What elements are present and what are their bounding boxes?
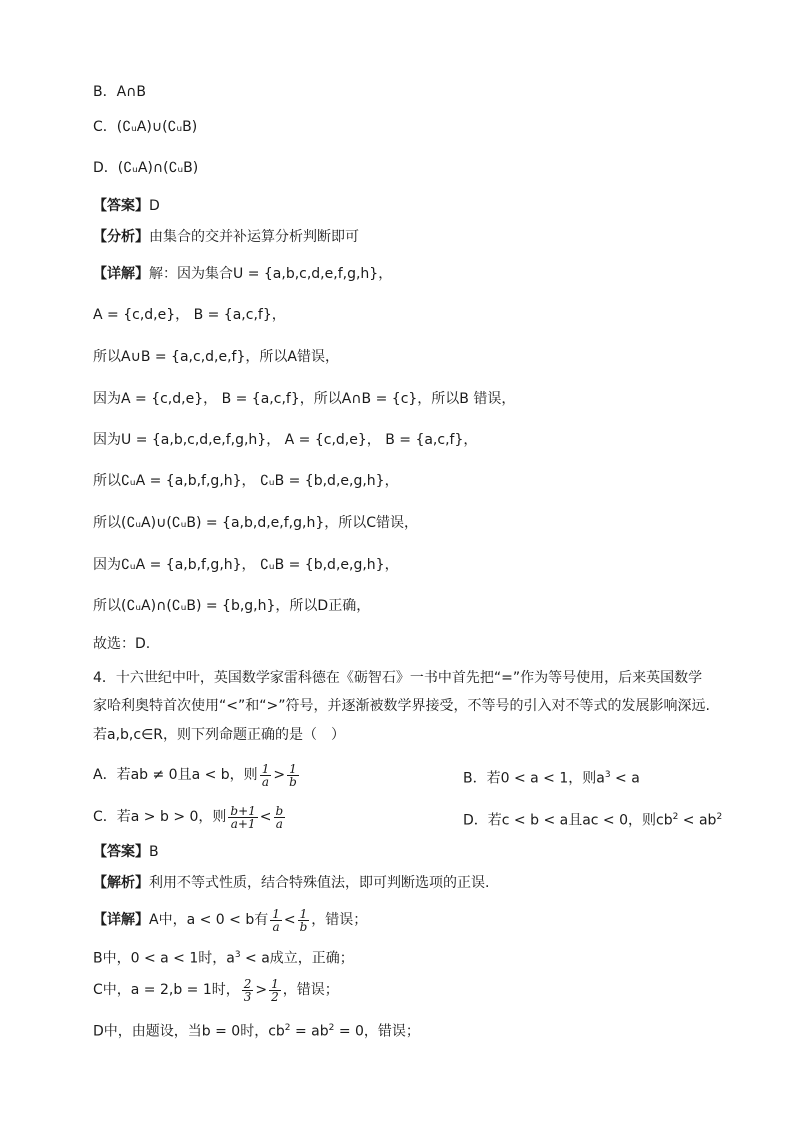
detail-tag: 【详解】 (93, 912, 149, 928)
fraction-numerator: 1 (261, 761, 270, 776)
fraction-denominator: 3 (243, 989, 252, 1004)
analysis-text: 由集合的交并补运算分析判断即可 (149, 229, 359, 245)
answer-tag: 【答案】 (93, 844, 149, 860)
relation: > (273, 767, 286, 783)
detail-4-line-a (93, 905, 367, 935)
detail-text: 解：因为集合U = {a,b,c,d,e,f,g,h}， (149, 266, 393, 282)
exponent: 2 (672, 812, 679, 822)
detail-3-conclusion: 故选：D. (93, 636, 151, 652)
detail-4-line-b (93, 945, 354, 969)
detail-tag: 【详解】 (93, 266, 149, 282)
detail-3-line-6: 所以∁ᵤA = {a,b,f,g,h}， ∁ᵤB = {b,d,e,g,h}， (93, 473, 399, 489)
option-b-prev: B．A∩B (93, 84, 147, 100)
fraction (228, 805, 257, 830)
analysis-tag: 【分析】 (93, 229, 149, 245)
question-4-options-row-1 (93, 760, 640, 790)
option-d-text-mid: < ab (678, 812, 717, 829)
detail-3-line-2: A = {c,d,e}， B = {a,c,f}， (93, 307, 286, 323)
fraction-denominator: b (299, 919, 308, 934)
fraction-denominator: b (289, 774, 297, 789)
question-4-line-3: 若a,b,c∈R，则下列命题正确的是（ ） (93, 727, 345, 743)
fraction (270, 908, 282, 933)
option-d-prev: D．(∁ᵤA)∩(∁ᵤB) (93, 160, 199, 176)
answer-value: B (149, 844, 159, 860)
option-b-text-end: < a (610, 770, 640, 787)
exponent: 2 (328, 1023, 335, 1033)
fraction-numerator: 1 (298, 908, 310, 921)
relation: < (283, 912, 296, 928)
detail-text-end: < a成立，正确； (240, 950, 354, 967)
fraction (298, 908, 310, 933)
fraction-numerator: 1 (272, 906, 280, 921)
exponent: 3 (234, 950, 241, 960)
question-4-options-row-2 (93, 802, 723, 832)
detail-3-line-3: 所以A∪B = {a,c,d,e,f}，所以A错误， (93, 349, 339, 365)
exponent: 2 (284, 1023, 291, 1033)
fraction (242, 978, 254, 1003)
fraction-numerator: 1 (287, 763, 299, 776)
fraction-numerator: 2 (243, 976, 252, 991)
detail-text: B中，0 < a < 1时，a (93, 950, 235, 967)
exponent: 3 (604, 770, 611, 780)
option-d (463, 802, 722, 836)
fraction-denominator: 2 (271, 989, 279, 1004)
detail-3-line-9: 所以(∁ᵤA)∩(∁ᵤB) = {b,g,h}，所以D正确， (93, 598, 371, 614)
fraction-numerator: b (275, 803, 284, 818)
analysis-text: 利用不等式性质，结合特殊值法，即可判断选项的正误. (149, 875, 490, 891)
answer-tag: 【答案】 (93, 198, 149, 214)
detail-3-line-5: 因为U = {a,b,c,d,e,f,g,h}， A = {c,d,e}， B = {a,c,f}， (93, 432, 478, 448)
fraction (274, 805, 286, 830)
question-4-line-2: 家哈利奥特首次使用“<”和“>”符号，并逐渐被数学界接受，不等号的引入对不等式的发展影响深远. (93, 698, 710, 714)
fraction-numerator: b+1 (230, 803, 256, 818)
relation: < (259, 809, 272, 825)
detail-text-mid: = ab (290, 1023, 329, 1040)
option-b (463, 760, 640, 794)
option-a (93, 761, 301, 789)
option-c-prev: C．(∁ᵤA)∪(∁ᵤB) (93, 119, 198, 135)
detail-text: C中，a = 2,b = 1时， (93, 982, 240, 998)
analysis-3 (93, 227, 359, 247)
detail-3-line-4: 因为A = {c,d,e}， B = {a,c,f}，所以A∩B = {c}，所以B 错误， (93, 391, 516, 407)
option-a-text: A．若ab ≠ 0且a < b，则 (93, 767, 258, 783)
exponent: 2 (716, 812, 723, 822)
detail-text-end: ，错误； (282, 982, 339, 998)
option-c (93, 803, 287, 831)
fraction (260, 763, 272, 788)
option-d-text: D．若c < b < a且ac < 0，则cb (463, 812, 673, 829)
fraction-numerator: 1 (271, 976, 279, 991)
detail-text-end: ，错误； (311, 912, 368, 928)
detail-text: D中，由题设，当b = 0时，cb (93, 1023, 285, 1040)
answer-value: D (149, 198, 160, 214)
analysis-4 (93, 873, 489, 893)
detail-text: A中，a < 0 < b有 (149, 912, 269, 928)
fraction (269, 978, 281, 1003)
fraction-denominator: a (272, 919, 280, 934)
detail-text-end: = 0，错误； (334, 1023, 420, 1040)
answer-4 (93, 842, 159, 862)
fraction (287, 763, 299, 788)
option-c-text: C．若a > b > 0，则 (93, 809, 227, 825)
answer-3 (93, 196, 160, 216)
detail-3-line-7: 所以(∁ᵤA)∪(∁ᵤB) = {a,b,d,e,f,g,h}，所以C错误， (93, 515, 419, 531)
relation: > (255, 982, 268, 998)
fraction-denominator: a (261, 774, 270, 789)
analysis-tag: 【解析】 (93, 875, 149, 891)
detail-3-line-1 (93, 264, 392, 284)
question-4-line-1: 4．十六世纪中叶，英国数学家雷科德在《砺智石》一书中首先把“=”作为等号使用，后来英国数学 (93, 670, 703, 686)
fraction-denominator: a+1 (230, 816, 256, 831)
option-b-text: B．若0 < a < 1，则a (463, 770, 605, 787)
detail-4-line-d (93, 1018, 420, 1042)
detail-3-line-8: 因为∁ᵤA = {a,b,f,g,h}， ∁ᵤB = {b,d,e,g,h}， (93, 557, 399, 573)
detail-4-line-c (93, 975, 339, 1005)
fraction-denominator: a (275, 816, 283, 831)
